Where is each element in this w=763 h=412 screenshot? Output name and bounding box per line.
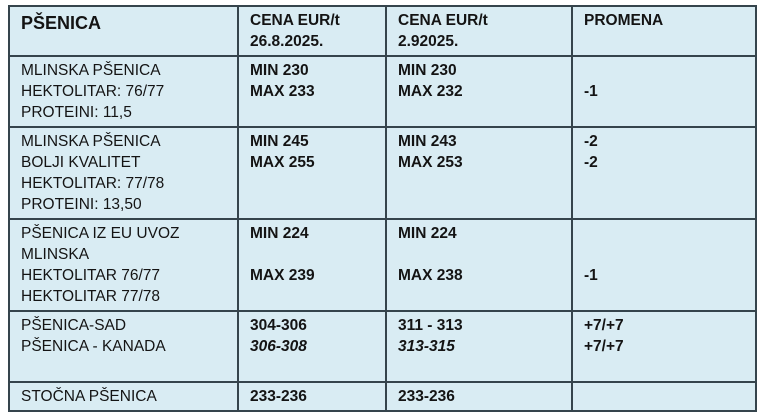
price2-cell: [386, 382, 572, 411]
table-row-stocna-psenica: [9, 382, 756, 411]
cell-line: 306-308: [250, 338, 307, 355]
table-row-mlinska-psenica: [9, 56, 756, 127]
cell-line: -1: [584, 83, 598, 100]
header-price1-line2: 26.8.2025.: [250, 33, 324, 50]
cell-line: HEKTOLITAR: 77/78: [21, 175, 165, 192]
cell-line: MAX 253: [398, 154, 463, 171]
price1-cell: [238, 382, 386, 411]
change-cell: [572, 127, 756, 219]
cell-line: [250, 244, 377, 265]
cell-line: [584, 386, 747, 407]
cell-line: HEKTOLITAR 77/78: [21, 288, 160, 305]
cell-line: -2: [584, 133, 598, 150]
cell-line: MIN 245: [250, 133, 309, 150]
change-cell: [572, 382, 756, 411]
cell-line: MLINSKA PŠENICA: [21, 133, 161, 150]
header-price-date-1: [238, 6, 386, 56]
cell-line: MLINSKA PŠENICA: [21, 62, 161, 79]
price1-cell: [238, 219, 386, 311]
header-price2-line1: CENA EUR/t: [398, 12, 488, 29]
header-change-label: PROMENA: [584, 12, 664, 29]
price1-cell: [238, 56, 386, 127]
header-product-label: PŠENICA: [21, 13, 102, 33]
cell-line: STOČNA PŠENICA: [21, 388, 157, 405]
cell-line: 311 - 313: [398, 317, 463, 334]
price2-cell: [386, 219, 572, 311]
cell-line: MAX 238: [398, 267, 463, 284]
price2-cell: [386, 56, 572, 127]
wheat-price-table: [8, 5, 757, 412]
cell-line: PŠENICA - KANADA: [21, 338, 166, 355]
cell-line: PŠENICA IZ EU UVOZ: [21, 225, 180, 242]
product-cell: [9, 311, 238, 382]
price1-cell: [238, 311, 386, 382]
cell-line: [584, 223, 747, 244]
table-row-mlinska-bolji-kvalitet: [9, 127, 756, 219]
cell-line: MAX 239: [250, 267, 315, 284]
product-cell: [9, 56, 238, 127]
header-price2-line2: 2.92025.: [398, 33, 459, 50]
change-cell: [572, 311, 756, 382]
cell-line: 304-306: [250, 317, 307, 334]
product-cell: [9, 382, 238, 411]
cell-line: 233-236: [398, 388, 455, 405]
price2-cell: [386, 311, 572, 382]
product-cell: [9, 219, 238, 311]
header-price-date-2: [386, 6, 572, 56]
cell-line: MAX 232: [398, 83, 463, 100]
cell-line: [584, 60, 747, 81]
cell-line: [584, 244, 747, 265]
cell-line: HEKTOLITAR 76/77: [21, 267, 160, 284]
header-price1-line1: CENA EUR/t: [250, 12, 340, 29]
header-product: [9, 6, 238, 56]
cell-line: -2: [584, 154, 598, 171]
change-cell: [572, 219, 756, 311]
cell-line: MAX 233: [250, 83, 315, 100]
cell-line: MIN 243: [398, 133, 457, 150]
price2-cell: [386, 127, 572, 219]
cell-line: -1: [584, 267, 598, 284]
cell-line: MIN 230: [398, 62, 457, 79]
cell-line: MIN 224: [398, 225, 457, 242]
cell-line: PROTEINI: 13,50: [21, 196, 142, 213]
change-cell: [572, 56, 756, 127]
header-change: [572, 6, 756, 56]
cell-line: HEKTOLITAR: 76/77: [21, 83, 165, 100]
cell-line: BOLJI KVALITET: [21, 154, 141, 171]
table-row-psenica-sad-kanada: [9, 311, 756, 382]
cell-line: 233-236: [250, 388, 307, 405]
cell-line: PŠENICA-SAD: [21, 317, 127, 334]
cell-line: MIN 224: [250, 225, 309, 242]
cell-line: MAX 255: [250, 154, 315, 171]
cell-line: MIN 230: [250, 62, 309, 79]
cell-line: MLINSKA: [21, 246, 90, 263]
header-row: [9, 6, 756, 56]
cell-line: +7/+7: [584, 317, 624, 334]
table-row-psenica-iz-eu-uvoz: [9, 219, 756, 311]
cell-line: [398, 244, 563, 265]
cell-line: +7/+7: [584, 338, 624, 355]
cell-line: PROTEINI: 11,5: [21, 104, 132, 121]
price1-cell: [238, 127, 386, 219]
cell-line: 313-315: [398, 338, 455, 355]
product-cell: [9, 127, 238, 219]
